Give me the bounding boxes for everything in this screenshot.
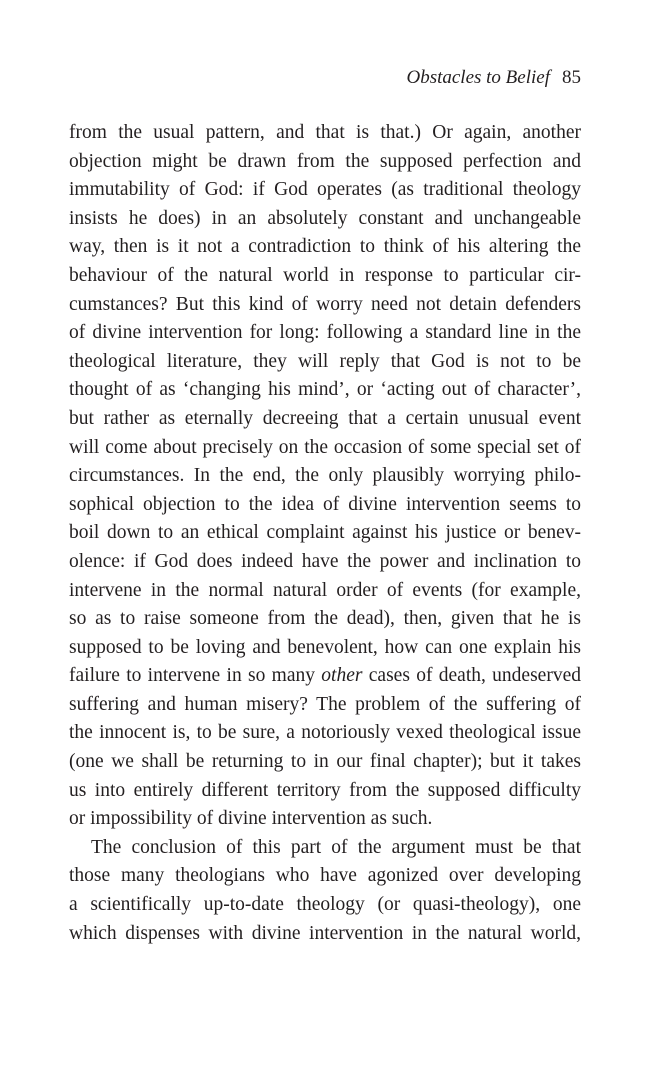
- text-line: us into entirely different territory from the supposed difficulty: [69, 779, 581, 801]
- text-line: so as to raise someone from the dead), then, given that he is: [69, 608, 581, 630]
- text-line: but rather as eternally decreeing that a certain unusual event: [69, 407, 581, 429]
- text-line: suffering and human misery? The problem of the suffering of: [69, 693, 581, 715]
- text-line: immutability of God: if God operates (as traditional theology: [69, 179, 581, 201]
- text-line: those many theologians who have agonized over developing: [69, 865, 581, 887]
- text-line: thought of as ‘changing his mind’, or ‘acting out of character’,: [69, 379, 581, 401]
- running-head-title: Obstacles to Belief: [406, 67, 550, 88]
- line-text-before: failure to intervene in so many: [69, 665, 322, 687]
- text-line: will come about precisely on the occasion of some special set of: [69, 436, 581, 458]
- text-line: from the usual pattern, and that is that.) Or again, another: [69, 122, 581, 143]
- text-line: a scientifically up-to-date theology (or quasi-theology), one: [69, 894, 581, 916]
- text-line: supposed to be loving and benevolent, how can one explain his: [69, 636, 581, 658]
- emphasized-word: other: [321, 665, 363, 687]
- line-text-after: cases of death, undeserved: [362, 665, 581, 687]
- paragraph-last-line: or impossibility of divine intervention as such.: [69, 808, 433, 830]
- text-line: olence: if God does indeed have the power and inclination to: [69, 550, 581, 572]
- text-line: objection might be drawn from the supposed perfection and: [69, 150, 581, 172]
- text-line: which dispenses with divine intervention in the natural world,: [69, 922, 581, 944]
- text-line: theological literature, they will reply that God is not to be: [69, 350, 581, 372]
- body-text: [69, 119, 581, 948]
- text-line: the innocent is, to be sure, a notoriously vexed theological issue: [69, 722, 581, 744]
- text-line: insists he does) in an absolutely constant and unchangeable: [69, 207, 581, 229]
- text-line: cumstances? But this kind of worry need not detain defenders: [69, 293, 581, 315]
- text-line: circumstances. In the end, the only plausibly worrying philo-: [69, 465, 581, 487]
- text-line: (one we shall be returning to in our final chapter); but it takes: [69, 751, 581, 773]
- paragraph-first-line: The conclusion of this part of the argument must be that: [91, 836, 581, 858]
- text-line: boil down to an ethical complaint against his justice or benev-: [69, 522, 581, 544]
- text-line: behaviour of the natural world in response to particular cir-: [69, 264, 581, 286]
- text-line: intervene in the normal natural order of events (for example,: [69, 579, 581, 601]
- text-line: way, then is it not a contradiction to think of his altering the: [69, 236, 581, 258]
- page-number: 85: [562, 67, 581, 88]
- text-line-with-emphasis: [69, 662, 581, 691]
- text-line: sophical objection to the idea of divine intervention seems to: [69, 493, 581, 515]
- text-line: of divine intervention for long: following a standard line in the: [69, 322, 581, 344]
- running-head: [406, 64, 581, 92]
